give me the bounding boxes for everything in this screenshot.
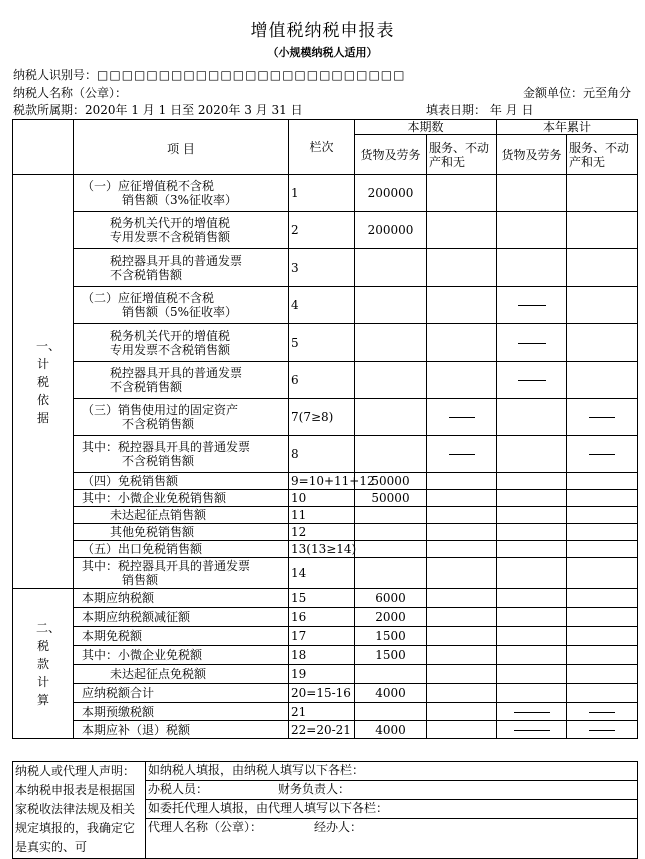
header-current: 本期数 (355, 120, 497, 135)
table-row (13, 175, 638, 212)
table-row (13, 362, 638, 399)
row-item-label (74, 362, 289, 399)
services-ytd-cell[interactable] (567, 541, 638, 558)
services-current-cell[interactable] (427, 287, 497, 324)
corner-cell (13, 120, 74, 175)
footer-agent-fields (146, 819, 638, 859)
goods-ytd-cell[interactable] (497, 507, 567, 524)
goods-current-cell[interactable]: 50000 (355, 490, 427, 507)
row-item-label (74, 324, 289, 362)
row-item-label (74, 589, 289, 608)
footer-agent-note: 如委托代理人填报，由代理人填写以下各栏： (146, 800, 638, 819)
row-item-line1: （二）应征增值税不含税 (82, 291, 215, 305)
not-applicable-dash (514, 730, 550, 731)
row-item-line1: 税控器具开具的普通发票 (110, 366, 243, 380)
section-tax-calc (13, 589, 74, 739)
goods-current-cell[interactable]: 200000 (355, 212, 427, 249)
row-lanci: 3 (289, 249, 355, 287)
row-lanci: 7(7≥8) (289, 399, 355, 436)
row-item-label (74, 507, 289, 524)
header-goods-ytd: 货物及劳务 (497, 135, 567, 175)
header-services-ytd: 服务、不动产和无 (567, 135, 638, 175)
goods-current-cell[interactable] (355, 362, 427, 399)
row-item-line1: （三）销售使用过的固定资产 (82, 403, 239, 417)
goods-current-cell[interactable]: 1500 (355, 646, 427, 665)
footer-taxpayer-note: 如纳税人填报，由纳税人填写以下各栏： (146, 762, 638, 781)
row-item-line1: 本期应纳税额减征额 (82, 610, 191, 624)
not-applicable-dash (518, 343, 546, 344)
not-applicable-dash (518, 380, 546, 381)
row-item-label (74, 665, 289, 684)
not-applicable-dash (589, 712, 615, 713)
table-row (13, 703, 638, 721)
goods-ytd-cell[interactable] (497, 287, 567, 324)
goods-ytd-cell[interactable] (497, 436, 567, 473)
form-title: 增值税纳税申报表 (250, 21, 395, 41)
header-goods-current: 货物及劳务 (355, 135, 427, 175)
row-item-line1: （一）应征增值税不含税 (82, 179, 215, 193)
row-item-line1: 未达起征点销售额 (110, 508, 207, 522)
goods-ytd-cell[interactable] (497, 249, 567, 287)
declaration-table (12, 119, 638, 739)
goods-current-cell[interactable]: 4000 (355, 684, 427, 703)
row-lanci: 1 (289, 175, 355, 212)
not-applicable-dash (449, 417, 475, 418)
taxpayer-id-label: 纳税人识别号： (13, 68, 98, 82)
services-current-cell[interactable] (427, 249, 497, 287)
row-item-line2: 专用发票不含税销售额 (110, 230, 231, 244)
row-lanci: 10 (289, 490, 355, 507)
goods-ytd-cell[interactable] (497, 541, 567, 558)
table-row (13, 665, 638, 684)
row-item-line1: 税控器具开具的普通发票 (110, 253, 243, 268)
declaration-statement: 纳税人或代理人声明：本纳税申报表是根据国家税收法律法规及相关规定填报的，我确定它是真实的、可 (13, 762, 146, 859)
services-current-cell[interactable] (427, 684, 497, 703)
services-current-cell[interactable] (427, 646, 497, 665)
taxpayer-name-label: 纳税人名称（公章）： (13, 86, 128, 100)
services-ytd-cell[interactable] (567, 490, 638, 507)
not-applicable-dash (589, 730, 615, 731)
row-item-label (74, 703, 289, 721)
row-item-label (74, 436, 289, 473)
services-current-cell[interactable] (427, 665, 497, 684)
services-ytd-cell[interactable] (567, 608, 638, 627)
not-applicable-dash (514, 712, 550, 713)
row-item-label (74, 524, 289, 541)
agent-name-label: 代理人名称（公章）： (148, 820, 263, 834)
row-item-line1: （四）免税销售额 (82, 474, 179, 488)
row-item-line1: （五）出口免税销售额 (82, 542, 203, 556)
row-item-line1: 其中：小微企业免税额 (82, 648, 203, 662)
goods-current-cell[interactable] (355, 558, 427, 589)
row-item-label (74, 721, 289, 739)
services-current-cell[interactable] (427, 703, 497, 721)
goods-ytd-cell[interactable] (497, 646, 567, 665)
section-tax-basis-label: 一、计税依据 (36, 338, 61, 425)
row-item-label (74, 175, 289, 212)
goods-current-cell[interactable] (355, 541, 427, 558)
services-current-cell[interactable] (427, 399, 497, 436)
goods-ytd-cell[interactable] (497, 175, 567, 212)
row-lanci: 9=10+11+12 (289, 473, 355, 490)
section-tax-basis (13, 175, 74, 589)
row-lanci: 12 (289, 524, 355, 541)
not-applicable-dash (449, 454, 475, 455)
services-ytd-cell[interactable] (567, 703, 638, 721)
not-applicable-dash (589, 417, 615, 418)
table-row (13, 589, 638, 608)
goods-current-cell[interactable] (355, 524, 427, 541)
row-item-line1: 本期应纳税额 (82, 591, 155, 605)
row-lanci: 18 (289, 646, 355, 665)
services-ytd-cell[interactable] (567, 627, 638, 646)
row-item-line2: 不含税销售额 (122, 454, 195, 468)
services-current-cell[interactable] (427, 362, 497, 399)
amount-unit: 金额单位：元至角分 (522, 86, 631, 100)
row-item-line2: 销售额（5%征收率） (122, 305, 238, 319)
goods-ytd-cell[interactable] (497, 558, 567, 589)
row-item-label (74, 541, 289, 558)
row-item-label (74, 473, 289, 490)
row-item-label (74, 684, 289, 703)
not-applicable-dash (518, 305, 546, 306)
table-row (13, 507, 638, 524)
row-lanci: 21 (289, 703, 355, 721)
goods-current-cell[interactable] (355, 287, 427, 324)
table-row (13, 721, 638, 739)
header-ytd: 本年累计 (497, 120, 638, 135)
tax-officer-label: 办税人员： (148, 782, 209, 796)
services-current-cell[interactable] (427, 490, 497, 507)
row-lanci: 11 (289, 507, 355, 524)
row-item-label (74, 399, 289, 436)
row-item-line2: 专用发票不含税销售额 (110, 342, 231, 357)
row-item-line1: 税务机关代开的增值税 (110, 216, 231, 230)
services-ytd-cell[interactable] (567, 684, 638, 703)
row-item-line2: 不含税销售额 (110, 267, 183, 282)
declaration-footer (12, 761, 638, 859)
services-ytd-cell[interactable] (567, 721, 638, 739)
row-lanci: 4 (289, 287, 355, 324)
table-row (13, 646, 638, 665)
row-item-line1: 本期预缴税额 (82, 704, 155, 719)
row-item-label (74, 646, 289, 665)
goods-current-cell[interactable] (355, 665, 427, 684)
row-item-line2: 不含税销售额 (122, 417, 195, 431)
finance-head-label: 财务负责人： (278, 782, 351, 796)
tax-period: 税款所属期：2020年 1 月 1 日至 2020年 3 月 31 日 (13, 103, 303, 117)
row-item-label (74, 558, 289, 589)
row-item-line1: 应纳税额合计 (82, 686, 155, 700)
services-current-cell[interactable] (427, 721, 497, 739)
header-services-current: 服务、不动产和无 (427, 135, 497, 175)
not-applicable-dash (589, 454, 615, 455)
row-lanci: 19 (289, 665, 355, 684)
table-row (13, 399, 638, 436)
table-row (13, 684, 638, 703)
goods-current-cell[interactable]: 200000 (355, 175, 427, 212)
goods-current-cell[interactable] (355, 399, 427, 436)
goods-current-cell[interactable] (355, 507, 427, 524)
table-row (13, 524, 638, 541)
row-lanci: 5 (289, 324, 355, 362)
services-ytd-cell[interactable] (567, 646, 638, 665)
goods-ytd-cell[interactable] (497, 665, 567, 684)
row-item-label (74, 287, 289, 324)
row-lanci: 20=15-16 (289, 684, 355, 703)
row-lanci: 17 (289, 627, 355, 646)
goods-current-cell[interactable] (355, 249, 427, 287)
services-ytd-cell[interactable] (567, 665, 638, 684)
services-current-cell[interactable] (427, 212, 497, 249)
services-current-cell[interactable] (427, 608, 497, 627)
services-current-cell[interactable] (427, 436, 497, 473)
row-lanci: 2 (289, 212, 355, 249)
header-item: 项 目 (74, 120, 289, 175)
row-lanci: 15 (289, 589, 355, 608)
services-ytd-cell[interactable] (567, 524, 638, 541)
goods-current-cell[interactable] (355, 436, 427, 473)
services-ytd-cell[interactable] (567, 212, 638, 249)
row-item-label (74, 627, 289, 646)
form-subtitle: （小规模纳税人适用） (267, 46, 378, 59)
goods-ytd-cell[interactable] (497, 490, 567, 507)
row-item-line2: 销售额 (122, 573, 159, 587)
table-row (13, 436, 638, 473)
row-item-label (74, 249, 289, 287)
goods-ytd-cell[interactable] (497, 627, 567, 646)
footer-taxpayer-fields (146, 781, 638, 800)
goods-ytd-cell[interactable] (497, 324, 567, 362)
taxpayer-id-boxes[interactable]: □□□□□□□□□□□□□□□□□□□□□□□□□ (97, 68, 406, 82)
goods-current-cell[interactable]: 2000 (355, 608, 427, 627)
row-item-line1: 其他免税销售额 (110, 525, 195, 539)
services-current-cell[interactable] (427, 627, 497, 646)
goods-ytd-cell[interactable] (497, 399, 567, 436)
services-ytd-cell[interactable] (567, 436, 638, 473)
row-lanci: 22=20-21 (289, 721, 355, 739)
goods-current-cell[interactable]: 6000 (355, 589, 427, 608)
goods-ytd-cell[interactable] (497, 703, 567, 721)
table-row (13, 212, 638, 249)
services-ytd-cell[interactable] (567, 249, 638, 287)
services-ytd-cell[interactable] (567, 175, 638, 212)
services-ytd-cell[interactable] (567, 399, 638, 436)
services-current-cell[interactable] (427, 558, 497, 589)
fill-date: 填表日期： 年 月 日 (426, 103, 534, 117)
row-item-line1: 税务机关代开的增值税 (110, 328, 231, 343)
services-ytd-cell[interactable] (567, 507, 638, 524)
row-lanci: 16 (289, 608, 355, 627)
row-item-line1: 未达起征点免税额 (110, 667, 207, 681)
section-tax-calc-label: 二、税款计算 (36, 620, 61, 707)
services-ytd-cell[interactable] (567, 558, 638, 589)
goods-ytd-cell[interactable] (497, 589, 567, 608)
goods-current-cell[interactable] (355, 703, 427, 721)
services-ytd-cell[interactable] (567, 473, 638, 490)
taxpayer-id-row (13, 66, 405, 83)
table-row (13, 287, 638, 324)
services-current-cell[interactable] (427, 507, 497, 524)
services-current-cell[interactable] (427, 473, 497, 490)
header-lanci: 栏次 (289, 120, 355, 175)
services-current-cell[interactable] (427, 524, 497, 541)
table-row (13, 324, 638, 362)
row-item-line1: 本期免税额 (82, 629, 143, 643)
goods-current-cell[interactable]: 4000 (355, 721, 427, 739)
services-current-cell[interactable] (427, 541, 497, 558)
row-item-line1: 其中：税控器具开具的普通发票 (82, 440, 251, 454)
services-current-cell[interactable] (427, 175, 497, 212)
table-row (13, 608, 638, 627)
table-row (13, 627, 638, 646)
row-item-line2: 不含税销售额 (110, 380, 183, 394)
goods-ytd-cell[interactable] (497, 362, 567, 399)
table-row (13, 473, 638, 490)
row-item-line2: 销售额（3%征收率） (122, 193, 238, 207)
row-item-label (74, 212, 289, 249)
table-row (13, 541, 638, 558)
services-ytd-cell[interactable] (567, 287, 638, 324)
row-item-line1: 本期应补（退）税额 (82, 722, 191, 737)
row-lanci: 8 (289, 436, 355, 473)
handler-label: 经办人： (314, 820, 363, 834)
row-item-line1: 其中：税控器具开具的普通发票 (82, 559, 251, 573)
goods-current-cell[interactable]: 1500 (355, 627, 427, 646)
row-lanci: 13(13≥14) (289, 541, 355, 558)
goods-ytd-cell[interactable] (497, 524, 567, 541)
row-item-label (74, 490, 289, 507)
goods-ytd-cell[interactable] (497, 684, 567, 703)
table-row (13, 558, 638, 589)
goods-ytd-cell[interactable] (497, 212, 567, 249)
row-lanci: 6 (289, 362, 355, 399)
services-ytd-cell[interactable] (567, 362, 638, 399)
row-lanci: 14 (289, 558, 355, 589)
goods-current-cell[interactable]: 50000 (355, 473, 427, 490)
goods-ytd-cell[interactable] (497, 608, 567, 627)
row-item-line1: 其中：小微企业免税销售额 (82, 491, 227, 505)
goods-current-cell[interactable] (355, 324, 427, 362)
goods-ytd-cell[interactable] (497, 473, 567, 490)
services-ytd-cell[interactable] (567, 324, 638, 362)
row-item-label (74, 608, 289, 627)
services-current-cell[interactable] (427, 589, 497, 608)
services-ytd-cell[interactable] (567, 589, 638, 608)
services-current-cell[interactable] (427, 324, 497, 362)
table-row (13, 490, 638, 507)
goods-ytd-cell[interactable] (497, 721, 567, 739)
table-row (13, 249, 638, 287)
